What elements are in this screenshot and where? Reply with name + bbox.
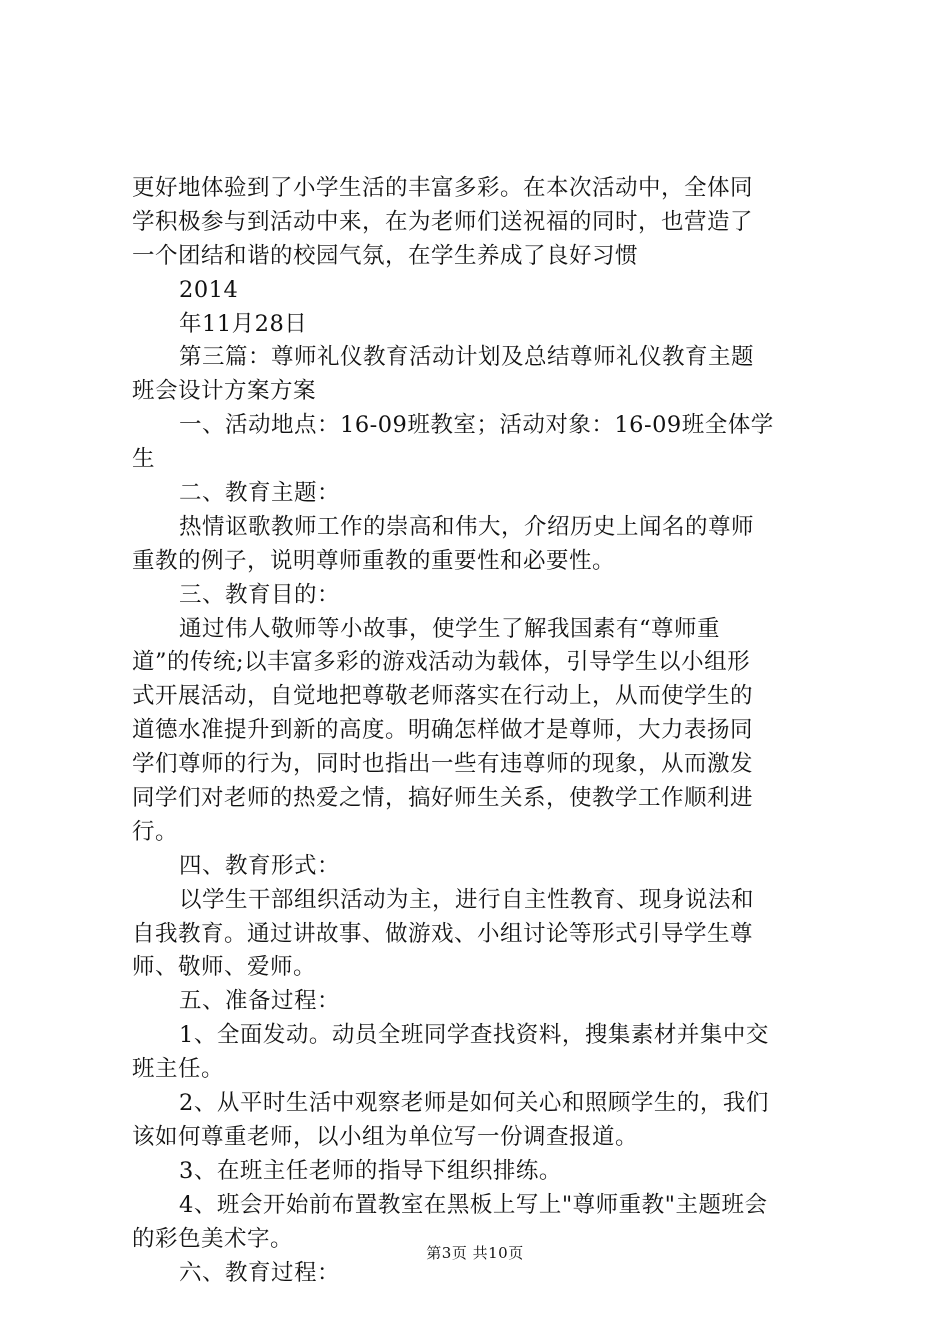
text-line: 4、班会开始前布置教室在黑板上写上"尊师重教"主题班会 bbox=[179, 1191, 768, 1218]
text-line: 更好地体验到了小学生活的丰富多彩。在本次活动中，全体同 bbox=[132, 175, 754, 201]
text-line: 道”的传统;以丰富多彩的游戏活动为载体，引导学生以小组形 bbox=[132, 649, 751, 676]
text-line: 通过伟人敬师等小故事，使学生了解我国素有“尊师重 bbox=[179, 615, 721, 642]
text-line: 六、教育过程： bbox=[179, 1259, 341, 1286]
text-line: 班主任。 bbox=[132, 1056, 225, 1083]
text-line: 以学生干部组织活动为主，进行自主性教育、现身说法和 bbox=[179, 886, 755, 913]
text-line: 同学们对老师的热爱之情，搞好师生关系，使教学工作顺利进 bbox=[132, 785, 754, 812]
text-line: 四、教育形式： bbox=[179, 852, 341, 879]
text-line: 重教的例子，说明尊师重教的重要性和必要性。 bbox=[132, 547, 616, 574]
text-line: 的彩色美术字。 bbox=[132, 1225, 294, 1252]
text-line: 2014 bbox=[179, 276, 239, 303]
text-line: 师、敬师、爱师。 bbox=[132, 954, 317, 981]
page-number: 第3页 共10页 bbox=[426, 1244, 524, 1262]
text-line: 年11月28日 bbox=[179, 310, 308, 337]
text-line: 一、活动地点：16-09班教室；活动对象：16-09班全体学 bbox=[179, 412, 774, 439]
text-line: 五、准备过程： bbox=[179, 988, 341, 1015]
document-body bbox=[132, 172, 832, 1290]
text-line: 2、从平时生活中观察老师是如何关心和照顾学生的，我们 bbox=[179, 1090, 769, 1117]
text-line: 二、教育主题： bbox=[179, 480, 341, 507]
text-line: 生 bbox=[132, 446, 156, 473]
text-line: 三、教育目的： bbox=[179, 581, 341, 608]
text-line: 道德水准提升到新的高度。明确怎样做才是尊师，大力表扬同 bbox=[132, 717, 754, 744]
text-line: 第三篇：尊师礼仪教育活动计划及总结尊师礼仪教育主题 bbox=[179, 344, 755, 371]
page-footer bbox=[0, 1242, 950, 1263]
text-line: 自我教育。通过讲故事、做游戏、小组讨论等形式引导学生尊 bbox=[132, 920, 754, 947]
text-line: 该如何尊重老师，以小组为单位写一份调查报道。 bbox=[132, 1123, 639, 1150]
text-line: 1、全面发动。动员全班同学查找资料，搜集素材并集中交 bbox=[179, 1022, 769, 1049]
text-line: 学积极参与到活动中来，在为老师们送祝福的同时，也营造了 bbox=[132, 208, 754, 235]
text-line: 热情讴歌教师工作的崇高和伟大，介绍历史上闻名的尊师 bbox=[179, 513, 755, 540]
text-line: 3、在班主任老师的指导下组织排练。 bbox=[179, 1157, 562, 1184]
text-line: 班会设计方案方案 bbox=[132, 378, 317, 405]
text-line: 一个团结和谐的校园气氛，在学生养成了良好习惯 bbox=[132, 242, 639, 269]
text-line: 式开展活动，自觉地把尊敬老师落实在行动上，从而使学生的 bbox=[132, 683, 754, 710]
text-line: 行。 bbox=[132, 818, 179, 845]
text-line: 学们尊师的行为，同时也指出一些有违尊师的现象，从而激发 bbox=[132, 751, 754, 778]
